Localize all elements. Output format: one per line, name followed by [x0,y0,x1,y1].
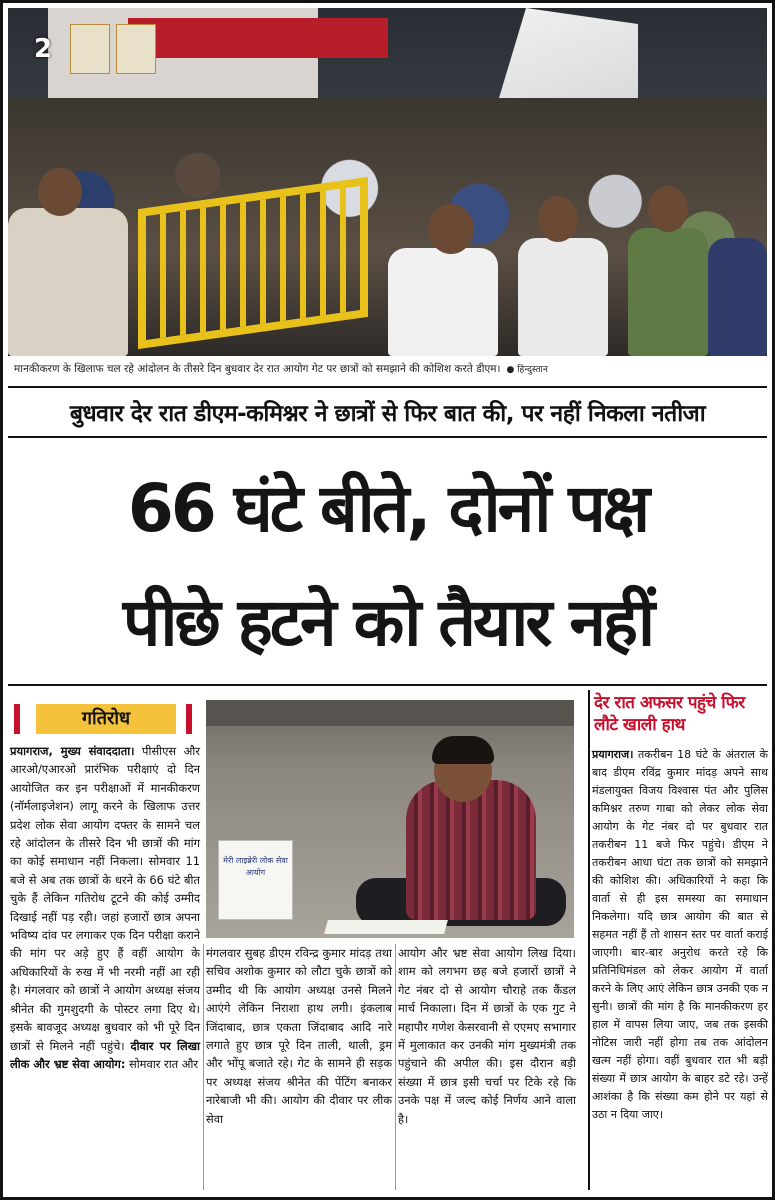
notebook [324,920,448,934]
story-column-2 [206,944,392,1128]
side-story-title: देर रात अफसर पहुंचे फिर लौटे खाली हाथ [594,693,745,735]
column-rule [203,944,204,1190]
person-head [538,196,578,242]
story-text: सोमवार रात और [129,1056,199,1071]
section-label [10,700,200,738]
road-curb [206,700,574,726]
page-number: 2 [34,34,53,64]
caption-text: मानकीकरण के खिलाफ चल रहे आंदोलन के तीसरे दिन बुधवार देर रात आयोग गेट पर छात्रों को समझाने की कोशिश करते डीएम। [14,363,501,375]
story-text: आयोग और भ्रष्ट सेवा आयोग लिख दिया। शाम को लगभग छह बजे हजारों छात्रों ने गेट नंबर दो से आयोग चौराहे तक कैंडल मार्च निकाला। दिन में छात्रों के एक गुट ने महापौर गणेश केसरवानी से एएमए सभागार में मुलाकात कर उनकी मांग मुख्यमंत्री तक पहुंचाने की अपील की। इस दौरान बड़ी संख्या में छात्र इसी चर्चा पर टिके रहे कि उनके पक्ष में जल्द कोई निर्णय आने वाला है। [398,946,576,1126]
story-text: मंगलवार सुबह डीएम रविन्द्र कुमार मांदड़ तथा सचिव अशोक कुमार को लौटा चुके छात्रों को उम्मीद थी कि आयोग अध्यक्ष उनसे मिलने आएंगे लेकिन निराशा हाथ लगी। इंकलाब जिंदाबाद, छात्र एकता जिंदाबाद आदि नारे लगाते हुए छात्र पूरे दिन ताली, थाली, ड्रम और भोंपू बजाते रहे। गेट के सामने ही सड़क पर अध्यक्ष संजय श्रीनेत की पेंटिंग बनाकर नारेबाजी भी की। आयोग की दीवार पर लीक सेवा [206,946,392,1126]
person [628,228,708,356]
column-rule [395,944,396,1190]
student-shirt [406,780,536,920]
divider [8,386,767,388]
divider [8,436,767,438]
photo-caption [8,358,767,380]
wall-poster [70,24,110,74]
wall-banner [128,18,388,58]
person-head [428,204,474,254]
person-head [648,186,688,232]
student-photo [206,700,574,938]
story-subhead: दीवार पर लिखा लीक और भ्रष्ट सेवा आयोग: [10,1038,200,1071]
story-column-1 [10,742,200,1073]
student-hair [432,736,494,764]
wall-poster [116,24,156,74]
divider [8,684,767,686]
placard [218,840,293,920]
side-story-column [592,746,768,1124]
photo-credit: ● हिन्दुस्तान [506,365,548,375]
person [388,248,498,356]
side-dateline: प्रयागराज। [592,748,634,761]
section-label-text: गतिरोध [36,704,176,734]
person-head [38,168,82,216]
protest-photo [8,8,767,356]
story-column-3 [398,944,576,1128]
label-bar-left [14,704,20,734]
side-story-text: तकरीबन 18 घंटे के अंतराल के बाद डीएम रविंद्र कुमार मांदड़ अपने साथ मंडलायुक्त विजय विश्वास पंत और पुलिस कमिश्नर तरुण गाबा को लेकर लोक सेवा आयोग के गेट नंबर दो पर बुधवार रात तकरीबन 11 बजे फिर पहुंचे। डीएम ने तकरीबन आधा घंटा तक छात्रों को समझाने की कोशिश की। अधिकारियों ने कहा कि वार्ता से ही इस समस्या का समाधान निकलेगा। यदि छात्र आयोग की बात से सहमत नहीं हैं तो शासन स्तर पर वार्ता कराई जाएगी। बार-बार अनुरोध करते रहे कि प्रतिनिधिमंडल को लेकर आयोग में वार्ता करने के लिए आएं लेकिन छात्र उनकी एक न सुनी। छात्रों की मांग है कि मानकीकरण हर हाल में वापस लिया जाए, जब तक इसकी नोटिस जारी नहीं होगा तब तक आंदोलन खत्म नहीं होगा। वहीं बुधवार रात भी बड़ी संख्या में छात्र आयोग के बाहर डटे रहे। उन्हें आशंका है कि संख्या कम होने पर यहां से उठा न दिया जाए। [592,748,768,1121]
person [8,208,128,356]
subheadline: बुधवार देर रात डीएम-कमिश्नर ने छात्रों से फिर बात की, पर नहीं निकला नतीजा [69,401,706,427]
headline-line-2: पीछे हटने को तैयार नहीं [122,584,653,661]
person [518,238,608,356]
placard-text: मेरी लाइब्रेरी लोक सेवा आयोग [223,856,288,877]
label-bar-right [186,704,192,734]
story-dateline: प्रयागराज, मुख्य संवाददाता। [10,744,135,758]
person [708,238,767,356]
headline-line-1: 66 घंटे बीते, दोनों पक्ष [127,470,648,547]
story-text: पीसीएस और आरओ/एआरओ प्रारंभिक परीक्षाएं दो दिन आयोजित कर इन परीक्षाओं में मानकीकरण (नॉर्मलाइजेशन) लागू करने के खिलाफ उत्तर प्रदेश लोक सेवा आयोग दफ्तर के सामने चल रहे आंदोलन के तीसरे दिन भी छात्रों की मांग का कोई समाधान नहीं निकला। सोमवार 11 बजे से अब तक छात्रों के धरने के 66 घंटे बीत चुके हैं लेकिन गतिरोध टूटने की कोई उम्मीद दिखाई नहीं पड़ रही। जहां हजारों छात्र अपना भविष्य दांव पर लगाकर एक दिन परीक्षा कराने की मांग पर अड़े हुए हैं वहीं आयोग के अधिकारियों के रुख में भी नरमी नहीं आ रही है। मंगलवार को छात्रों ने आयोग अध्यक्ष संजय श्रीनेत की गुमशुदगी के पोस्टर लगा दिए थे। इसके बावजूद अध्यक्ष बुधवार को भी पूरे दिन छात्रों से मिलने नहीं पहुंचे। [10,744,200,1053]
